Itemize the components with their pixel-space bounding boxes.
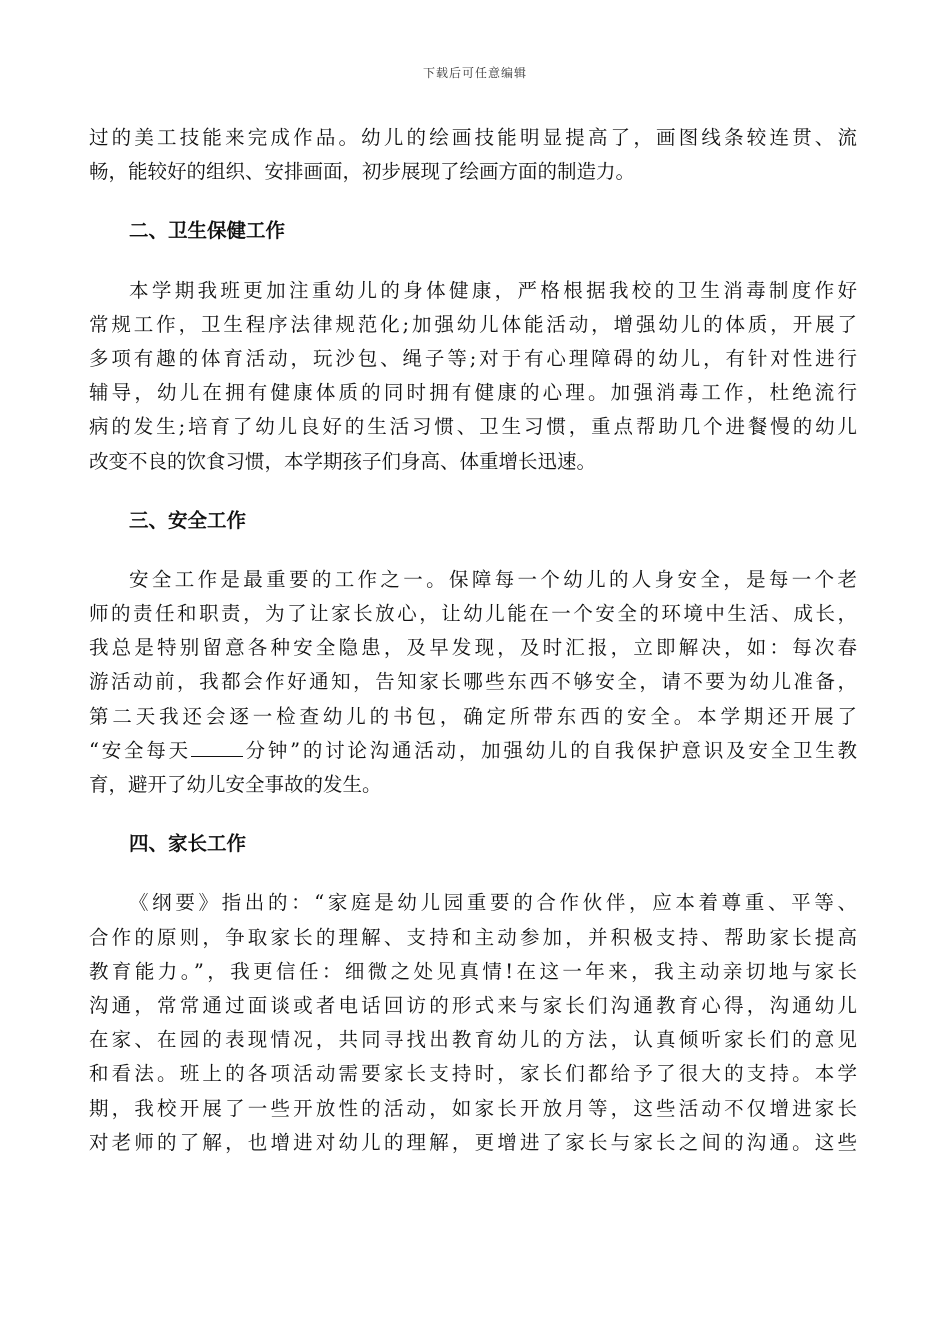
text-line: 教育能力。”，我更信任：细微之处见真情!在这一年来，我主动亲切地与家长: [89, 959, 857, 983]
text-line: 在家、在园的表现情况，共同寻找出教育幼儿的方法，认真倾听家长们的意见: [89, 1028, 857, 1052]
text-fragment: 分钟”的讨论沟通活动，加强幼儿的自我保护意识及安全卫生教: [242, 738, 857, 762]
text-line: 期，我校开展了一些开放性的活动，如家长开放月等，这些活动不仅增进家长: [89, 1096, 857, 1120]
document-body: [89, 121, 857, 1160]
text-line: 对老师的了解，也增进对幼儿的理解，更增进了家长与家长之间的沟通。这些: [89, 1130, 857, 1154]
text-line: 育，避开了幼儿安全事故的发生。: [89, 773, 382, 796]
text-line: 沟通，常常通过面谈或者电话回访的形式来与家长们沟通教育心得，沟通幼儿: [89, 993, 857, 1017]
paragraph-art-skills: [89, 121, 857, 189]
text-line: 和看法。班上的各项活动需要家长支持时，家长们都给予了很大的支持。本学: [89, 1062, 857, 1086]
paragraph-parents: [89, 886, 857, 1160]
section-heading-safety: 三、安全工作: [129, 508, 247, 532]
section-heading-health: 二、卫生保健工作: [129, 219, 286, 243]
paragraph-safety: [89, 563, 857, 802]
text-line: 改变不良的饮食习惯，本学期孩子们身高、体重增长迅速。: [89, 449, 597, 473]
text-line: 第二天我还会逐一检查幼儿的书包，确定所带东西的安全。本学期还开展了: [89, 704, 857, 728]
text-line: 多项有趣的体育活动，玩沙包、绳子等;对于有心理障碍的幼儿，有针对性进行: [89, 346, 857, 370]
text-line: 辅导，幼儿在拥有健康体质的同时拥有健康的心理。加强消毒工作，杜绝流行: [89, 381, 857, 405]
text-line: 师的责任和职责，为了让家长放心，让幼儿能在一个安全的环境中生活、成长，: [89, 602, 857, 626]
text-line: 畅，能较好的组织、安排画面，初步展现了绘画方面的制造力。: [89, 160, 636, 184]
fill-in-blank: [191, 738, 243, 757]
text-line: 合作的原则，争取家长的理解、支持和主动参加，并积极支持、帮助家长提高: [89, 925, 857, 949]
text-fragment: “安全每天: [89, 738, 191, 762]
text-line-with-blank: [89, 734, 857, 768]
text-line: 安全工作是最重要的工作之一。保障每一个幼儿的人身安全，是每一个老: [129, 567, 857, 591]
paragraph-health: [89, 274, 857, 479]
text-line: 病的发生;培育了幼儿良好的生活习惯、卫生习惯，重点帮助几个进餐慢的幼儿: [89, 415, 857, 439]
text-line: 我总是特别留意各种安全隐患，及早发现，及时汇报，立即解决，如：每次春: [89, 636, 857, 660]
text-line: 常规工作，卫生程序法律规范化;加强幼儿体能活动，增强幼儿的体质，开展了: [89, 312, 857, 336]
page-header: 下载后可任意编辑: [422, 66, 527, 80]
text-line: 《纲要》指出的：“家庭是幼儿园重要的合作伙伴，应本着尊重、平等、: [129, 891, 857, 915]
text-line: 游活动前，我都会作好通知，告知家长哪些东西不够安全，请不要为幼儿准备，: [89, 670, 857, 694]
text-line: 过的美工技能来完成作品。幼儿的绘画技能明显提高了，画图线条较连贯、流: [89, 126, 857, 149]
section-heading-parents: 四、家长工作: [129, 832, 247, 856]
text-line: 本学期我班更加注重幼儿的身体健康，严格根据我校的卫生消毒制度作好: [129, 278, 857, 302]
